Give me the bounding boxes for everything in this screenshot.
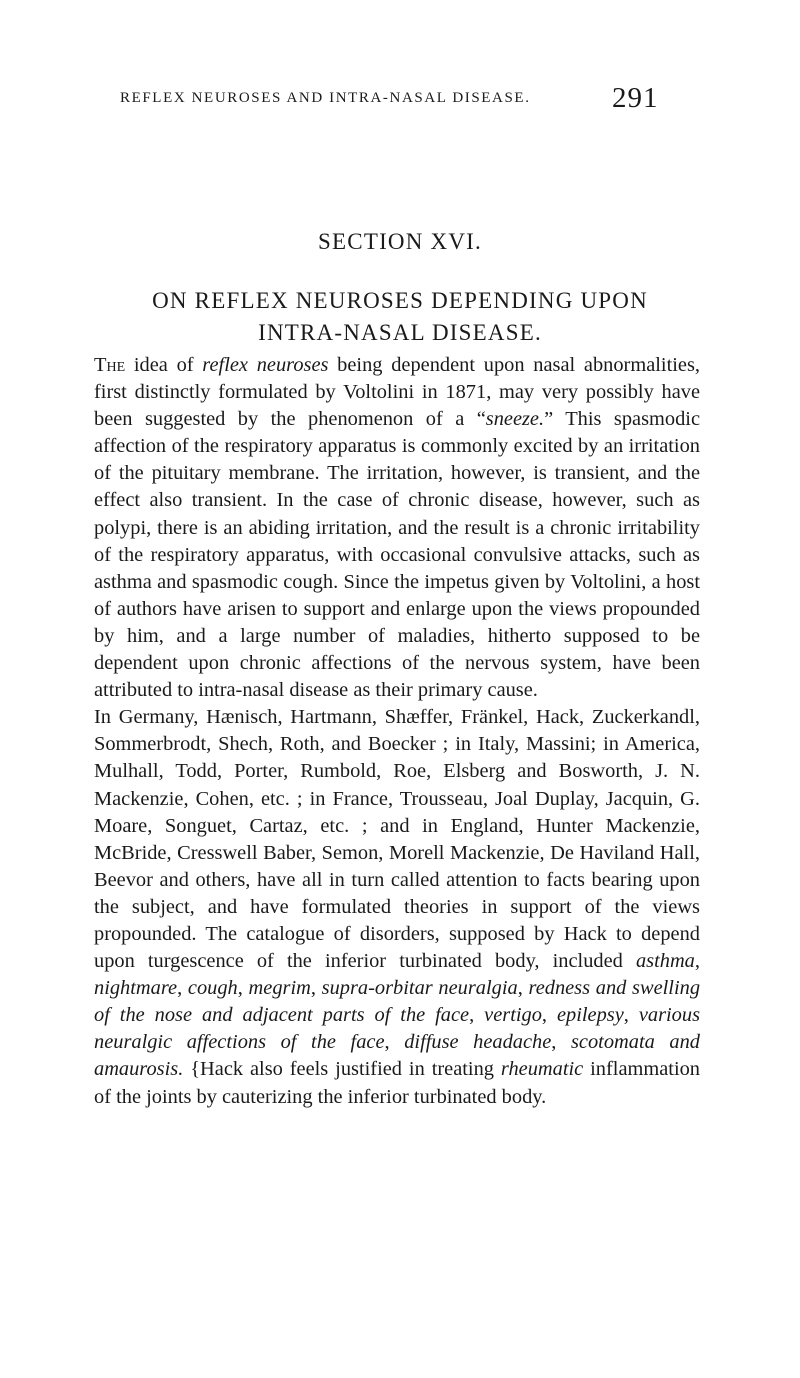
italic-term: epilepsy: [556, 1004, 624, 1027]
italic-term: sneeze.: [485, 408, 545, 431]
text-run: ,: [541, 1004, 557, 1027]
text-run: ,: [551, 1031, 571, 1054]
text-run: idea of: [125, 354, 203, 376]
text-run: ,: [623, 1004, 639, 1027]
italic-term: diffuse headache: [404, 1031, 552, 1054]
running-header: [0, 82, 800, 122]
article-title-line-1: ON REFLEX NEUROSES DEPENDING UPON: [152, 288, 648, 313]
text-run: In Germany, Hænisch, Hartmann, Shæffer, Fränkel, Hack, Zuckerkandl, Sommerbrodt, Shech, Roth, and Boecker ; in Italy, Massini; in America, Mulhall, Todd, Porter, Rumbold, Roe, Elsberg and Bosworth, J. N. Mackenzie, Cohen, etc. ; in France, Trousseau, Joal Duplay, Jacquin, G. Moare, Songuet, Cartaz, etc. ; and in England, Hunter Mackenzie, McBride, Cresswell Baber, Semon, Morell Mackenzie, De Haviland Hall, Beevor and others, have all in turn called attention to facts bearing upon the subject, and have formulated theories in support of the views propounded. The catalogue of disorders, supposed by Hack to depend upon turgescence of the inferior turbinated body, included: [94, 706, 700, 973]
article-title-line-2: INTRA-NASAL DISEASE.: [258, 320, 542, 345]
italic-term: nightmare: [94, 977, 178, 1000]
italic-term: asthma: [635, 950, 695, 973]
text-run: inflammation of the joints by cauterizing the inferior turbinated body.: [94, 1058, 700, 1108]
italic-term: various neuralgic affections of the face: [94, 1004, 701, 1054]
article-title: [0, 285, 800, 349]
italic-term: megrim: [248, 977, 311, 1000]
paragraph-2: [94, 704, 700, 1110]
italic-term: redness and swelling of the nose and adjacent parts of the face: [94, 977, 701, 1027]
italic-term: reflex neuroses: [202, 354, 329, 376]
text-run: ,: [469, 1004, 485, 1027]
text-run: ,: [310, 977, 322, 1000]
italic-term: rheumatic: [500, 1058, 584, 1081]
page-number: 291: [612, 82, 659, 114]
running-title: REFLEX NEUROSES AND INTRA-NASAL DISEASE.: [120, 90, 531, 106]
paragraph-1: [94, 352, 700, 704]
text-run: ” This spasmodic affection of the respiratory apparatus is commonly excited by an irritation of the pituitary membrane. The irritation, however, is transient, and the effect also transient. In the case of chronic disease, however, such as polypi, there is an abiding irritation, and the result is a chronic irritability of the respiratory apparatus, with occasional convulsive attacks, such as asthma and spasmodic cough. Since the impetus given by Voltolini, a host of authors have arisen to support and enlarge upon the views propounded by him, and a large number of maladies, hitherto supposed to be dependent upon chronic affections of the nervous system, have been attributed to intra-nasal disease as their primary cause.: [94, 408, 701, 702]
body-text: [94, 352, 700, 1111]
lead-word: The: [94, 354, 126, 376]
text-run: ,: [517, 977, 529, 1000]
italic-term: supra-orbitar neuralgia: [321, 977, 518, 1000]
text-run: being dependent upon nasal abnormalities, first distinctly formulated by Voltolini in 1871, may very possibly have been suggested by the phenomenon of a “: [94, 354, 700, 431]
italic-term: vertigo: [484, 1004, 542, 1027]
italic-term: cough: [187, 977, 238, 1000]
italic-term: scotomata and amaurosis.: [94, 1031, 700, 1081]
text-run: ,: [694, 950, 700, 973]
text-run: ,: [237, 977, 249, 1000]
text-run: ,: [384, 1031, 405, 1054]
text-run: {Hack also feels justified in treating: [183, 1058, 501, 1081]
text-run: ,: [177, 977, 188, 1000]
section-heading: SECTION XVI.: [318, 229, 482, 254]
